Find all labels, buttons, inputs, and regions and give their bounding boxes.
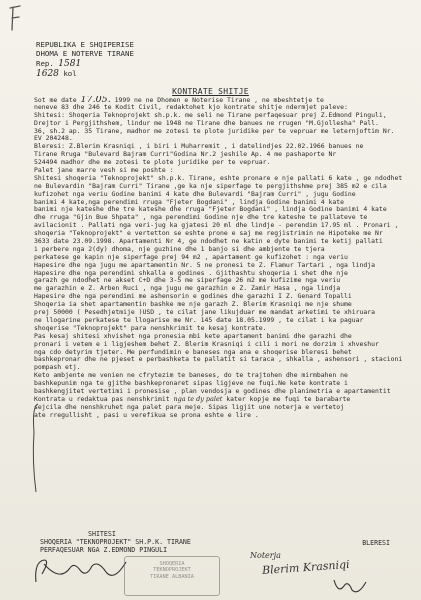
body-line: 36, sh.2 ap. 35 Tirane, madhor me zotesi te plote juridike per te vepruar me leternjoftim Nr.: [34, 127, 395, 135]
body-line: bashkengjitet vertetimi i pronesise , plan vendosja e godines dhe planimetria e apartamentit: [34, 387, 391, 395]
seller-representative: PERFAQESUAR NGA Z.EDMOND PINGULI: [40, 546, 168, 554]
body-line: garazh ge ndodhet ne akset C+D dhe 3-5 me siperfage 26 m2 me kufizime nga veriu: [34, 277, 341, 285]
body-line: 3633 date 23.09.1998. Apartamenti Nr 4, ge ndodhet ne katin e dyte banimi te ketij pallati: [34, 238, 383, 246]
body-line: Hapesire dhe nga perendimi me ashensorin e godines dhe garazhi I Z. Genard Topalli: [34, 293, 352, 301]
body-line: ate rregullisht , pasi u verefikua se prona eshte e lire .: [34, 411, 259, 419]
body-line: bashkepunim nga te gjithe bashkepronaret sipas ligjeve ne fuqi.Ne kete kontrate i: [34, 380, 348, 388]
body-line: shoqeria "Teknoprojekt" e vertetton se eshte prone e saj me regjistrimin ne Hipoteke me Nr: [34, 230, 383, 238]
body-line: shoqerise "Teknoprojekt" para nenshkrimit te kesaj kontrate.: [34, 324, 267, 332]
document-header: [36, 40, 134, 80]
seller-label: SHITESI: [88, 530, 116, 538]
kol-label: kol: [63, 69, 77, 79]
body-line: perkatese ge kapin nje siperfage prej 94 m2 , apartament ge kufizohet : nga veriu: [34, 253, 348, 261]
body-line: banimi nje kateshe dhe tre kateshe dhe rruga "Fjeter Bogdani" , lindja Godine banimi 4 kate: [34, 206, 387, 214]
seller-company: SHOQERIA "TEKNOPROJEKT" SH.P.K. TIRANE: [40, 538, 191, 546]
body-line: EV 204248.: [34, 135, 73, 143]
handwritten-date: 17.05.: [80, 96, 111, 104]
body-line: neneve 83 dhe 246 te Kodit Civil, redaktohet kjo kontrate shitje ndermjet paleve:: [34, 103, 348, 111]
body-line: Shitesi: Shoqeria Teknoprojekt sh.p.k. me seli ne Tirane perfaqesuar prej Z.Edmond Pinguli,: [34, 111, 387, 119]
company-stamp: [124, 556, 220, 596]
stamp-line-2: TEKNOPROJEKT: [153, 567, 191, 574]
body-line: pronari i vetem e i ligjeshem behet Z. Blerim Krasniqi i cili i mori ne dorzim i xhveshur: [34, 340, 379, 348]
body-line: nga cdo detyrim tjeter. Me perfundimin e baneses nga ana e shoqerise bleresi behet: [34, 348, 352, 356]
body-line: Kontrata u redaktua pas nenshkrimit nga te dy palet kater kopje me fuqi te barabarte: [34, 395, 351, 403]
header-chamber: DHOMA E NOTERVE TIRANE: [36, 49, 134, 59]
body-line: Sot me date 17.05. 1999 ne ne Dhomen e Noterise Tirane , ne mbeshtetje te: [34, 96, 324, 104]
buyer-initials: [330, 576, 370, 596]
body-line: Palet jane marre vesh si me poshte :: [34, 167, 174, 175]
margin-bracket: [30, 402, 40, 542]
document-title: [0, 87, 421, 96]
body-line: Bleresi: Z.Blerim Krasniqi , i biri i Muharremit , i datelindjes 22.02.1966 banues ne: [34, 143, 364, 151]
handwritten-insert: nga te dy palet: [173, 395, 223, 403]
body-line: ne llogarine perkatese te llogarise me Nr. 145 date 18.05.1999 , te cilat i ka paguar: [34, 316, 364, 324]
title-text: KONTRATE SHITJE: [172, 87, 249, 96]
buyer-label: BLERESI: [362, 539, 390, 547]
seller-block: [40, 530, 191, 554]
body-line: dhe rruga "Gjin Bue Shpata" , nga perendimi Godine nje dhe tre kateshe te pallateve te: [34, 214, 368, 222]
rep-label: Rep.: [36, 58, 54, 68]
corner-handwritten-mark: [8, 4, 24, 34]
body-line: avilacionit . Pallati nga veri-jug ka gjatesi 20 ml dhe lindje - perendim 17.95 ml . Pronari ,: [34, 222, 399, 230]
buyer-signature: Blerim Krasniqi: [261, 557, 351, 578]
contract-body: [34, 96, 404, 420]
body-line: Keto ambjente me venien ne cfrytezim te baneses, do te trajtohen dhe mirmbahen ne: [34, 372, 348, 380]
body-line: ne Bulevardin "Bajram Curri" Tirane ,ge ka nje siperfage te pergjithshme prej 385 m2 e cila: [34, 182, 387, 190]
body-line: banimi 4 kate,nga perendimi rruga "Fjeter Bogdani" , lindja Godine banimi 4 kate: [34, 198, 345, 206]
body-line: sejcila dhe nenshkruhet nga palet para meje. Sipas ligjit une noterja e vertetoj: [34, 403, 345, 411]
body-line: bashkepronar dhe ne pjeset e perbashketa te pallatit si taraca , shkalla , ashensori , stacioni: [34, 356, 403, 364]
body-line: Hapesire dhe nga perendimi shkalla e godines . Gjithashtu shoqeria i shet dhe nje: [34, 269, 348, 277]
body-line: Tirane Rruga "Bulevard Bajram Curri"Godina Nr.2 jeshile Ap. 4 me pashaporte Nr: [34, 151, 337, 159]
notary-note: Noterja: [250, 551, 281, 560]
body-line: Shitesi shoqeria "Teknoprojekt" sh.p.k. Tirane, eshte pronare e nje pallati 6 kate , ge ndodhet: [34, 174, 403, 182]
body-line: Pas kesaj shitesi xhvishet nga pronesia mbi kete apartament banimi dhe garazhi dhe: [34, 332, 352, 340]
header-kol-row: [36, 69, 134, 79]
body-line: me garazhin e Z. Arben Ruci , nga jugu me garazhin e Z. Zamir Hasa , nga lindja: [34, 285, 341, 293]
body-line: Drejtor i Pergjithshem, lindur me 1948 ne Tirane dhe banues ne rrugen "M.Gjollesha" Pall.: [34, 119, 379, 127]
stamp-line-1: SHOQERIA: [159, 561, 185, 567]
body-line: Shoqeria ia shet apartamentin bashke me nje garazh Z. Blerim Krasniqi me nje shume: [34, 301, 352, 309]
header-republic: REPUBLIKA E SHQIPERISE: [36, 40, 134, 49]
header-rep-row: [36, 59, 134, 69]
body-line: pompash etj.: [34, 364, 81, 372]
stamp-line-3: TIRANE ALBANIA: [150, 573, 194, 580]
body-line: 524494 madhor dhe me zotesi te plote juridike per te vepruar.: [34, 159, 271, 167]
body-line: Hapesire dhe nga jugu me apartamentin Nr. 5 ne pronesi te Z. Flamur Tartari , nga lindja: [34, 261, 376, 269]
body-line: i perbere nga 2(dy) dhoma, nje guzhine dhe 1 banjo si dhe ambjente te tjera: [34, 245, 325, 253]
body-line: kufizohet nga veriu Godine banimi 4 kate dhe Bulevardi "Bajram Curri" , jugu Godine: [34, 190, 356, 198]
kol-number: 1628: [36, 69, 59, 80]
rep-number: 1581: [58, 58, 82, 69]
seller-signature: [30, 552, 130, 592]
body-line: prej 50000 ( Pesedhjetmije )USD , te cilat jane likujduar me mandat arketimi te xhiruara: [34, 309, 376, 317]
